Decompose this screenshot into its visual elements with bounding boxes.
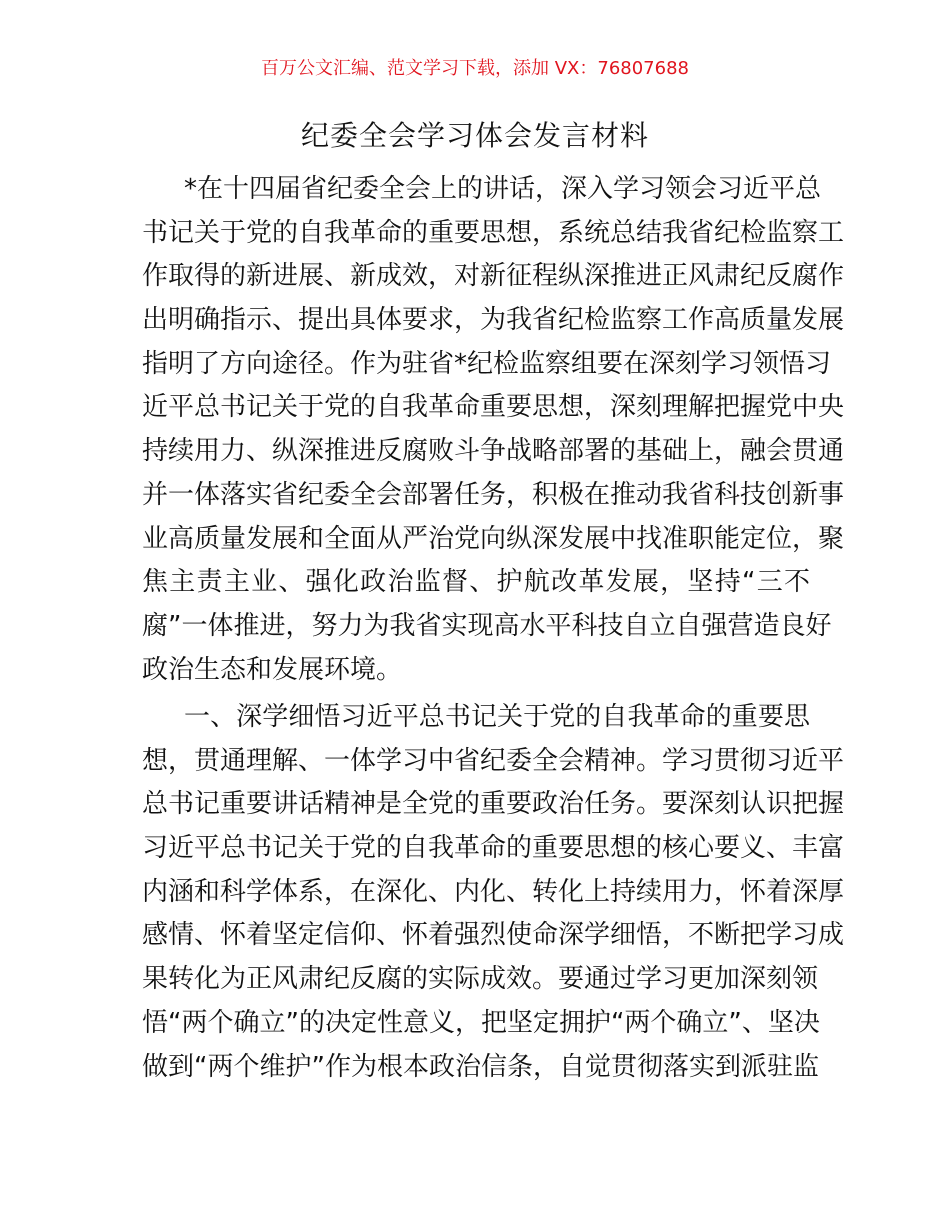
document-title: 纪委全会学习体会发言材料 [300,119,649,152]
text-line: 作取得的新进展、新成效，对新征程纵深推进正风肃纪反腐作 [142,261,845,292]
text-line: 政治生态和发展环境。 [142,654,403,685]
text-line: 做到“两个维护”作为根本政治信条，自觉贯彻落实到派驻监 [142,1051,819,1082]
text-line: 并一体落实省纪委全会部署任务，积极在推动我省科技创新事 [142,479,845,510]
text-line: 想，贯通理解、一体学习中省纪委全会精神。学习贯彻习近平 [142,745,845,776]
text-line: 焦主责主业、强化政治监督、护航改革发展，坚持“三不 [142,567,810,598]
paragraph-intro [142,168,845,692]
text-line: 内涵和科学体系，在深化、内化、转化上持续用力，怀着深厚 [142,876,845,907]
text-line: 总书记重要讲话精神是全党的重要政治任务。要深刻认识把握 [142,789,845,820]
text-line: 习近平总书记关于党的自我革命的重要思想的核心要义、丰富 [142,833,845,864]
text-line: 业高质量发展和全面从严治党向纵深发展中找准职能定位，聚 [142,523,845,554]
text-line: 一、深学细悟习近平总书记关于党的自我革命的重要思 [184,702,810,732]
text-line: 果转化为正风肃纪反腐的实际成效。要通过学习更加深刻领 [142,964,819,995]
text-line: 持续用力、纵深推进反腐败斗争战略部署的基础上，融会贯通 [142,436,845,467]
text-line: 悟“两个确立”的决定性意义，把坚定拥护“两个确立”、坚决 [142,1007,820,1038]
text-line: 出明确指示、提出具体要求，为我省纪检监察工作高质量发展 [142,305,845,336]
text-line: 书记关于党的自我革命的重要思想，系统总结我省纪检监察工 [142,217,845,248]
text-line: 近平总书记关于党的自我革命重要思想，深刻理解把握党中央 [142,392,845,423]
text-line: *在十四届省纪委全会上的讲话，深入学习领会习近平总 [184,174,822,204]
promo-banner: 百万公文汇编、范文学习下载，添加 VX：76807688 [261,58,689,79]
text-line: 指明了方向途径。作为驻省*纪检监察组要在深刻学习领悟习 [142,348,832,379]
text-line: 腐”一体推进，努力为我省实现高水平科技自立自强营造良好 [142,610,832,641]
text-line: 感情、怀着坚定信仰、怀着强烈使命深学细悟，不断把学习成 [142,920,845,951]
paragraph-section-1 [142,696,845,1089]
